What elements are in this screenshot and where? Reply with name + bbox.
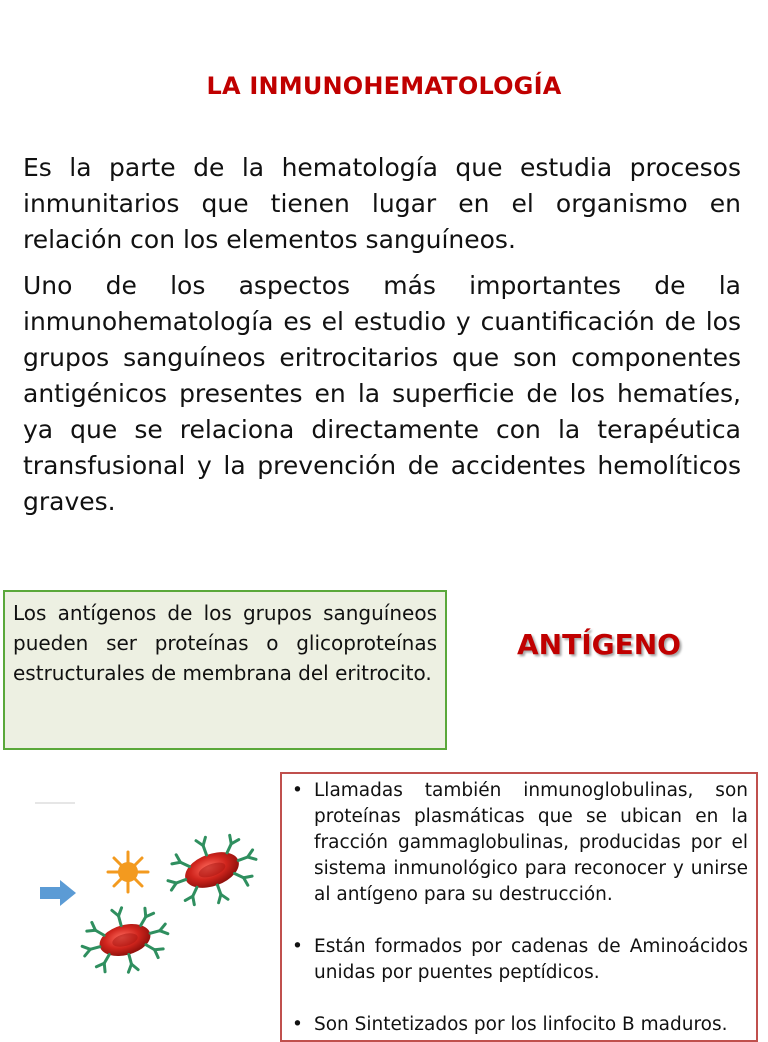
bullet-icon: • <box>292 780 303 801</box>
antigen-heading: ANTÍGENO <box>517 628 681 661</box>
intro-paragraph-1: Es la parte de la hematología que estudia procesos inmunitarios que tienen lugar en el organismo en relación con los elementos sanguíneos. <box>23 153 741 254</box>
antibody-illustration <box>30 790 270 990</box>
antigen-definition-text: Los antígenos de los grupos sanguíneos pueden ser proteínas o glicoproteínas estructurales de membrana del eritrocito. <box>13 601 437 685</box>
list-item: • Llamadas también inmunoglobulinas, son proteínas plasmáticas que se ubican en la fracción gammaglobulinas, producidas por el sistema inmunológico para reconocer y unirse al antígeno para su destrucción. <box>292 780 748 905</box>
arrow-icon <box>40 880 76 906</box>
antibody-description-box <box>280 772 758 1042</box>
antigen-star-icon <box>108 852 148 892</box>
intro-paragraph-2: Uno de los aspectos más importantes de la inmunohematología es el estudio y cuantificación de los grupos sanguíneos eritrocitarios que son componentes antigénicos presentes en la superficie de los hematíes, ya que se relaciona directamente con la terapéutica transfusional y la prevención de accidentes hemolíticos graves. <box>23 271 741 516</box>
page-title: LA INMUNOHEMATOLOGÍA <box>206 72 562 100</box>
bullet-icon: • <box>292 1014 303 1035</box>
list-item: • Están formados por cadenas de Aminoácidos unidas por puentes peptídicos. <box>292 936 748 983</box>
divider-line <box>35 802 75 804</box>
bullet-icon: • <box>292 936 303 957</box>
red-blood-cell-icon <box>158 824 265 917</box>
intro-text <box>23 150 741 530</box>
antibody-bullet-list <box>290 778 748 1038</box>
red-blood-cell-icon <box>75 898 175 982</box>
antigen-definition-box <box>3 590 447 750</box>
list-item: • Son Sintetizados por los linfocito B maduros. <box>290 1012 748 1038</box>
